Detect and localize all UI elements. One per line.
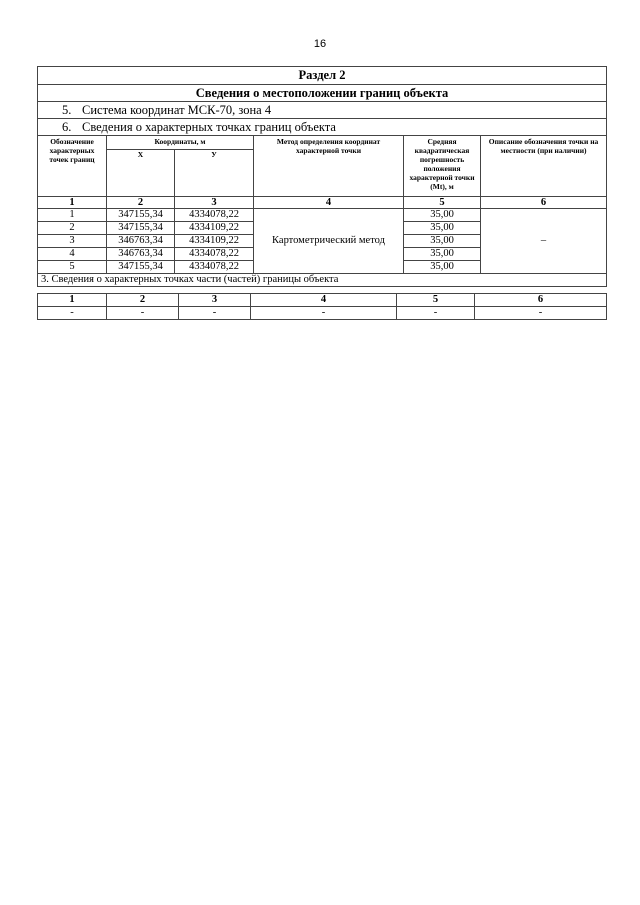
- coordinates-table: [37, 66, 607, 287]
- column-number: 2: [107, 197, 175, 209]
- method-cell: Картометрический метод: [254, 209, 404, 274]
- x-coordinate: 346763,34: [107, 248, 175, 261]
- empty-cell: -: [475, 307, 607, 320]
- y-coordinate: 4334109,22: [175, 235, 254, 248]
- header-coordinates: Координаты, м: [107, 136, 254, 150]
- part-boundary-table: [37, 293, 607, 320]
- column-number: 4: [251, 294, 397, 307]
- accuracy-value: 35,00: [404, 261, 481, 274]
- column-number: 6: [481, 197, 607, 209]
- column-number: 3: [179, 294, 251, 307]
- x-coordinate: 347155,34: [107, 261, 175, 274]
- section-subtitle: Сведения о местоположении границ объекта: [38, 85, 607, 102]
- points-heading-text: Сведения о характерных точках границ объекта: [82, 120, 336, 134]
- table-header-row: [38, 136, 607, 150]
- item-number: 6.: [62, 120, 72, 134]
- column-number: 4: [254, 197, 404, 209]
- column-numbers-row: [38, 294, 607, 307]
- column-numbers-row: [38, 197, 607, 209]
- coordinate-system-row: [38, 102, 607, 119]
- empty-cell: -: [251, 307, 397, 320]
- header-description: Описание обозначения точки на местности (при наличии): [481, 136, 607, 197]
- table-row: [38, 307, 607, 320]
- x-coordinate: 347155,34: [107, 209, 175, 222]
- accuracy-value: 35,00: [404, 209, 481, 222]
- coordinate-system-text: Система координат МСК-70, зона 4: [82, 103, 272, 117]
- header-method: Метод определения координат характерной точки: [254, 136, 404, 197]
- column-number: 5: [397, 294, 475, 307]
- empty-cell: -: [397, 307, 475, 320]
- table-row: [38, 209, 607, 222]
- point-id: 3: [38, 235, 107, 248]
- x-coordinate: 346763,34: [107, 235, 175, 248]
- column-number: 1: [38, 294, 107, 307]
- y-coordinate: 4334078,22: [175, 248, 254, 261]
- column-number: 3: [175, 197, 254, 209]
- point-id: 1: [38, 209, 107, 222]
- section-title: Раздел 2: [38, 67, 607, 85]
- empty-cell: -: [179, 307, 251, 320]
- point-id: 5: [38, 261, 107, 274]
- page-number: 16: [313, 38, 327, 50]
- section-subtitle-row: [38, 85, 607, 102]
- section-title-row: [38, 67, 607, 85]
- points-heading-row: [38, 119, 607, 136]
- empty-cell: -: [107, 307, 179, 320]
- description-cell: –: [481, 209, 607, 274]
- point-id: 4: [38, 248, 107, 261]
- y-coordinate: 4334109,22: [175, 222, 254, 235]
- empty-cell: -: [38, 307, 107, 320]
- header-x: X: [107, 150, 175, 197]
- accuracy-value: 35,00: [404, 222, 481, 235]
- column-number: 2: [107, 294, 179, 307]
- x-coordinate: 347155,34: [107, 222, 175, 235]
- column-number: 1: [38, 197, 107, 209]
- point-id: 2: [38, 222, 107, 235]
- column-number: 5: [404, 197, 481, 209]
- accuracy-value: 35,00: [404, 248, 481, 261]
- part-boundary-heading-row: [38, 274, 607, 287]
- part-boundary-heading: 3. Сведения о характерных точках части (частей) границы объекта: [38, 274, 607, 287]
- column-number: 6: [475, 294, 607, 307]
- y-coordinate: 4334078,22: [175, 209, 254, 222]
- header-accuracy: Средняя квадратическая погрешность положения характерной точки (Mt), м: [404, 136, 481, 197]
- y-coordinate: 4334078,22: [175, 261, 254, 274]
- header-y: У: [175, 150, 254, 197]
- item-number: 5.: [62, 103, 72, 117]
- accuracy-value: 35,00: [404, 235, 481, 248]
- header-point-label: Обозначение характерных точек границ: [38, 136, 107, 197]
